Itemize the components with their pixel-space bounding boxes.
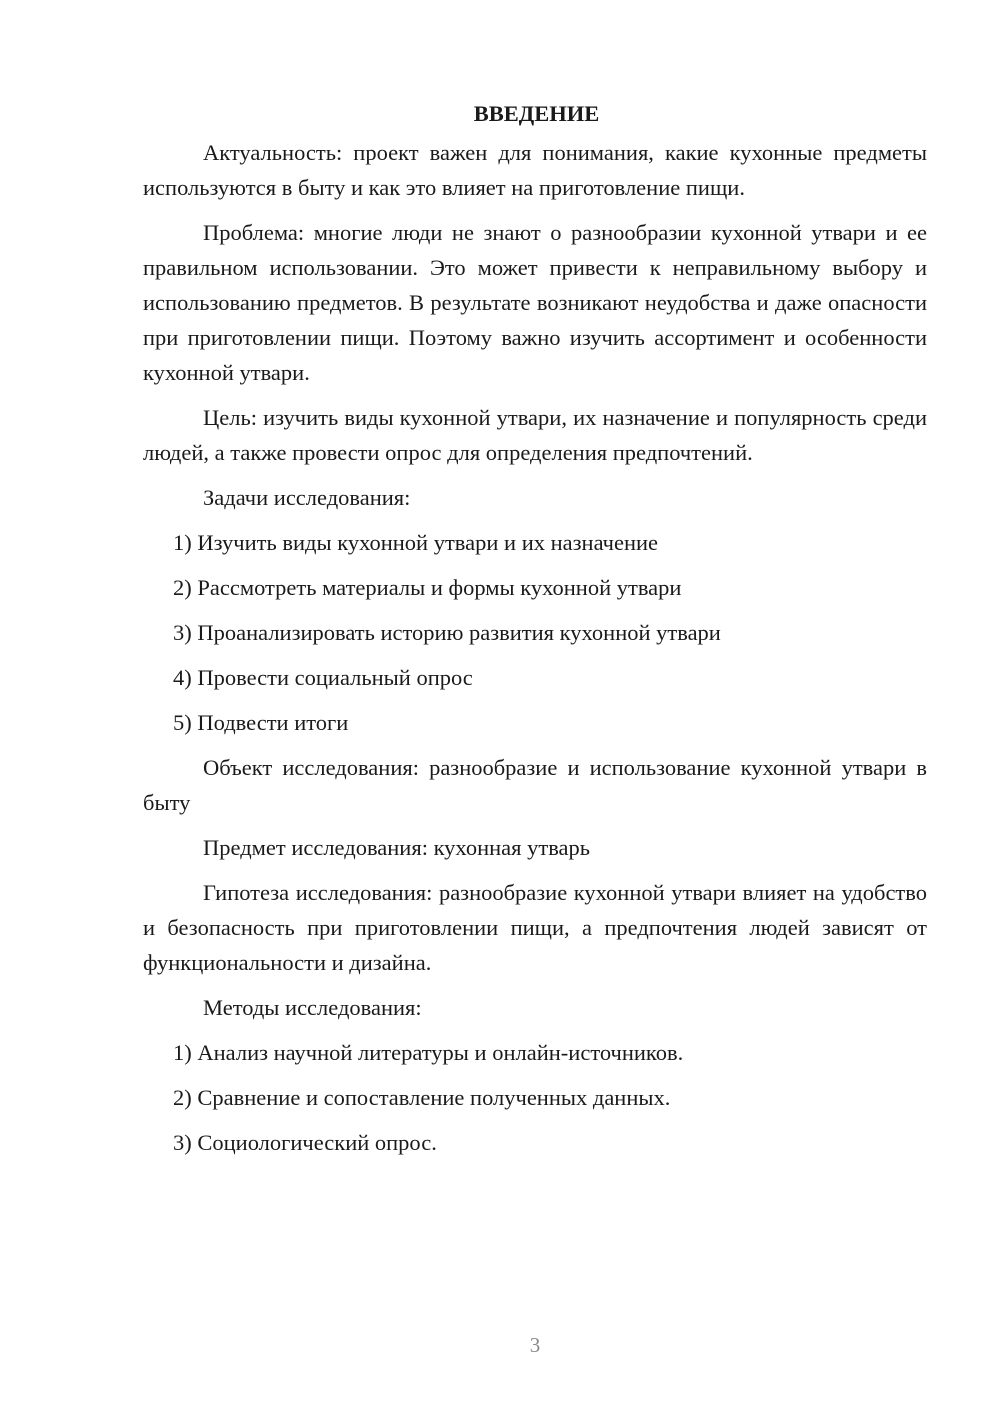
- page-content: [143, 96, 927, 1170]
- task-item-3: 3) Проанализировать историю развития кухонной утвари: [173, 620, 721, 645]
- section-title: ВВЕДЕНИЕ: [473, 101, 600, 126]
- methods-heading: Методы исследования:: [203, 995, 422, 1020]
- method-item-1: 1) Анализ научной литературы и онлайн-источников.: [173, 1040, 684, 1065]
- method-item-2: 2) Сравнение и сопоставление полученных данных.: [173, 1085, 671, 1110]
- hypothesis-paragraph: Гипотеза исследования: разнообразие кухонной утвари влияет на удобство и безопасность при приготовлении пищи, а предпочтения людей зависят от функциональности и дизайна.: [143, 880, 927, 975]
- task-item-4: 4) Провести социальный опрос: [173, 665, 473, 690]
- subject-line: Предмет исследования: кухонная утварь: [203, 835, 591, 860]
- method-item-3: 3) Социологический опрос.: [173, 1130, 437, 1155]
- task-item-5: 5) Подвести итоги: [173, 710, 349, 735]
- tasks-heading: Задачи исследования:: [203, 485, 411, 510]
- goal-paragraph: Цель: изучить виды кухонной утвари, их назначение и популярность среди людей, а также провести опрос для определения предпочтений.: [143, 405, 927, 465]
- object-paragraph: Объект исследования: разнообразие и использование кухонной утвари в быту: [143, 755, 927, 815]
- page-number: 3: [529, 1333, 541, 1357]
- problem-paragraph: Проблема: многие люди не знают о разнообразии кухонной утвари и ее правильном использовании. Это может привести к неправильному выбору и использованию предметов. В результате возникают неудобства и даже опасности при приготовлении пищи. Поэтому важно изучить ассортимент и особенности кухонной утвари.: [143, 220, 927, 385]
- task-item-2: 2) Рассмотреть материалы и формы кухонной утвари: [173, 575, 682, 600]
- relevance-paragraph: Актуальность: проект важен для понимания, какие кухонные предметы используются в быту и как это влияет на приготовление пищи.: [143, 140, 927, 200]
- task-item-1: 1) Изучить виды кухонной утвари и их назначение: [173, 530, 659, 555]
